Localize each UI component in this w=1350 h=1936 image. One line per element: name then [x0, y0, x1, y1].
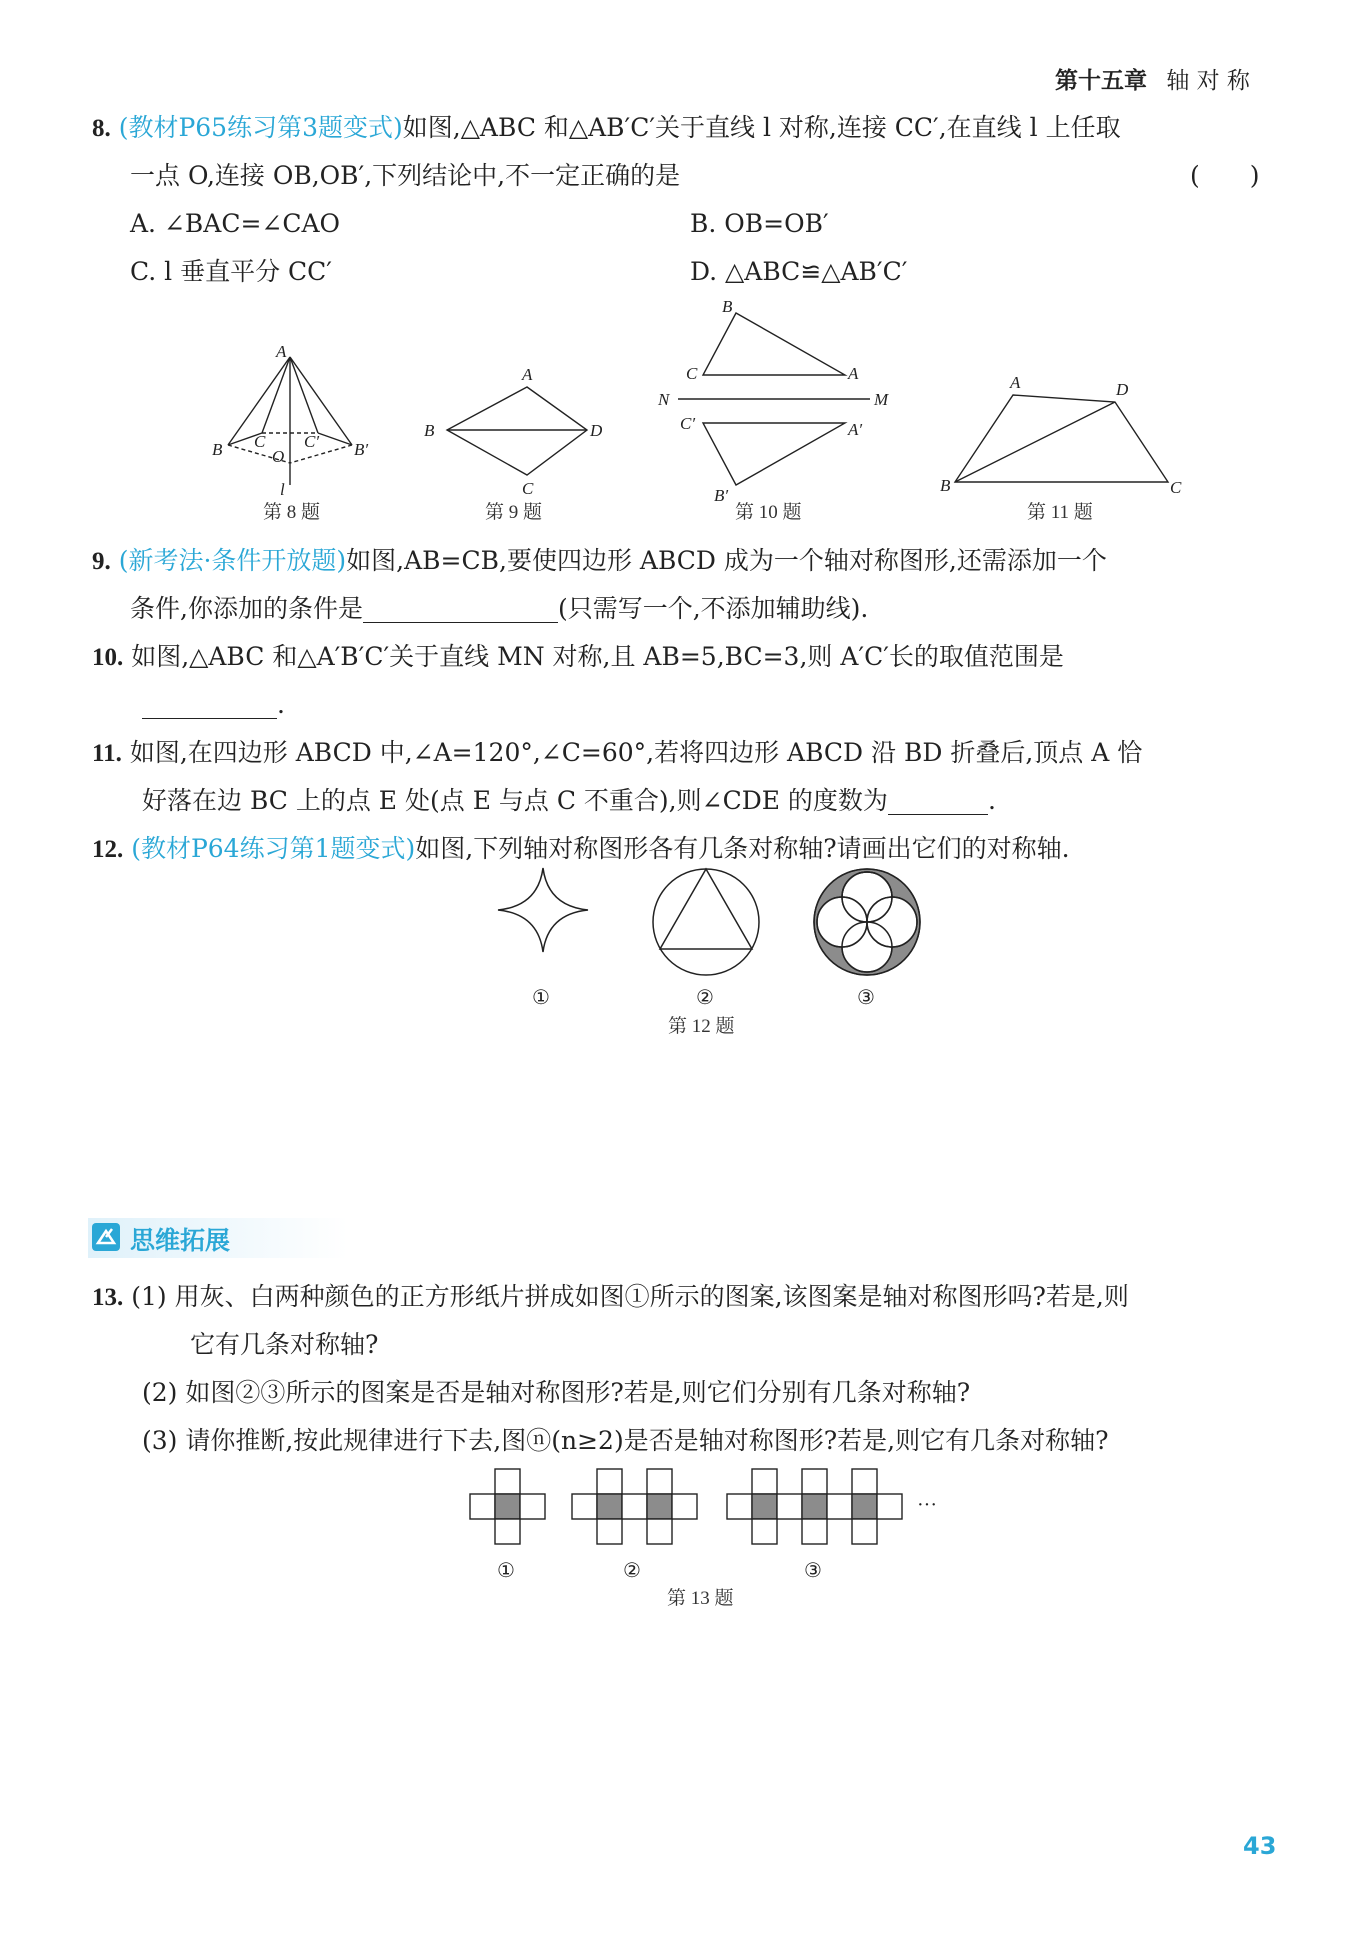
question-11-line2: [142, 777, 996, 825]
fig10-label-b-prime: B′: [714, 486, 729, 505]
question-text: .: [987, 786, 996, 815]
fig10-label-m: M: [874, 390, 889, 409]
figure-10: [678, 313, 870, 485]
question-13-line1: [92, 1273, 1129, 1322]
fig13-label-1: ①: [497, 1560, 515, 1582]
answer-blank[interactable]: [363, 592, 558, 623]
answer-paren: ( ): [1190, 161, 1260, 190]
question-text: (1) 用灰、白两种颜色的正方形纸片拼成如图①所示的图案,该图案是轴对称图形吗?若是,则: [131, 1282, 1129, 1311]
fig13-label-2: ②: [623, 1560, 641, 1582]
pattern-2: [572, 1469, 697, 1544]
question-number: 11.: [92, 740, 122, 767]
fig10-label-a-prime: A′: [848, 420, 863, 439]
option-d: D. △ABC≌△AB′C′: [690, 257, 908, 286]
fig10-label-c: C: [686, 364, 698, 383]
chapter-title: 轴 对 称: [1166, 68, 1250, 94]
question-number: 9.: [92, 548, 111, 575]
figure-11: [955, 395, 1168, 482]
section-icon: [92, 1223, 120, 1251]
question-text: 条件,你添加的条件是: [130, 594, 363, 623]
option-a: A. ∠BAC=∠CAO: [130, 209, 341, 238]
fig8-label-a: A: [276, 342, 287, 361]
circle-petals-figure: [814, 869, 920, 975]
fig13-caption: 第 13 题: [667, 1588, 734, 1609]
question-source: (教材P65练习第3题变式): [118, 113, 403, 142]
question-10-line1: [92, 633, 1064, 682]
question-number: 10.: [92, 644, 124, 671]
question-13-line2: 它有几条对称轴?: [190, 1330, 379, 1359]
question-9-line2: [130, 585, 868, 633]
figures-q12: [470, 862, 950, 1042]
fig8-label-b: B: [212, 440, 223, 459]
fig10-label-a: A: [848, 364, 859, 383]
answer-blank[interactable]: [142, 688, 277, 719]
fig9-label-c: C: [522, 479, 534, 498]
fig8-label-o: O: [272, 447, 285, 466]
fig10-caption: 第 10 题: [735, 502, 802, 523]
section-header: [88, 1218, 348, 1258]
figures-q13: [460, 1465, 980, 1610]
question-text: 如图,在四边形 ABCD 中,∠A=120°,∠C=60°,若将四边形 ABCD 沿 BD 折叠后,顶点 A 恰: [129, 738, 1143, 767]
option-c: C. l 垂直平分 CC′: [130, 257, 332, 286]
question-text: 如图,△ABC 和△A′B′C′关于直线 MN 对称,且 AB=5,BC=3,则 A′C′长的取值范围是: [131, 642, 1064, 671]
fig11-label-a: A: [1010, 373, 1021, 392]
figure-9: [447, 387, 587, 475]
ellipsis: ···: [917, 1494, 937, 1516]
fig9-caption: 第 9 题: [485, 502, 543, 523]
question-9-line1: [92, 537, 1107, 586]
fig10-label-c-prime: C′: [680, 414, 696, 433]
answer-blank[interactable]: [888, 784, 988, 815]
section-title: 思维拓展: [130, 1226, 231, 1255]
pattern-3: [727, 1469, 902, 1544]
question-text: 如图,AB=CB,要使四边形 ABCD 成为一个轴对称图形,还需添加一个: [346, 546, 1107, 575]
option-b: B. OB=OB′: [690, 209, 829, 238]
fig9-label-a: A: [522, 365, 533, 384]
question-10-line2: [142, 681, 285, 729]
question-11-line1: [92, 729, 1142, 778]
figures-row-8-11: [0, 295, 1350, 535]
fig12-caption: 第 12 题: [668, 1016, 735, 1037]
fig9-label-b: B: [424, 421, 435, 440]
circle-triangle-figure: [653, 869, 759, 975]
question-13-part3: (3) 请你推断,按此规律进行下去,图ⓝ(n≥2)是否是轴对称图形?若是,则它有几条对称轴?: [142, 1426, 1109, 1455]
fig11-label-c: C: [1170, 478, 1182, 497]
chapter-header: [1055, 62, 1250, 95]
question-8-line2: 一点 O,连接 OB,OB′,下列结论中,不一定正确的是: [130, 161, 681, 190]
question-text: 好落在边 BC 上的点 E 处(点 E 与点 C 不重合),则∠CDE 的度数为: [142, 786, 888, 815]
fig10-label-b: B: [722, 297, 733, 316]
fig8-label-b-prime: B′: [354, 440, 369, 459]
fig12-label-3: ③: [857, 987, 875, 1009]
question-13-part2: (2) 如图②③所示的图案是否是轴对称图形?若是,则它们分别有几条对称轴?: [142, 1378, 971, 1407]
question-text: (只需写一个,不添加辅助线).: [557, 594, 869, 623]
four-point-star-figure: [498, 868, 588, 952]
question-source: (教材P64练习第1题变式): [131, 834, 416, 863]
fig11-caption: 第 11 题: [1027, 502, 1093, 523]
fig9-label-d: D: [590, 421, 603, 440]
fig13-label-3: ③: [804, 1560, 822, 1582]
fig8-label-c: C: [254, 432, 266, 451]
figure-8: [228, 357, 352, 485]
question-8-line1: [92, 104, 1121, 153]
question-number: 8.: [92, 115, 111, 142]
fig12-label-1: ①: [532, 987, 550, 1009]
question-source: (新考法·条件开放题): [118, 546, 347, 575]
chapter-number: 第十五章: [1055, 68, 1147, 94]
pattern-1: [470, 1469, 545, 1544]
fig8-label-c-prime: C′: [304, 432, 320, 451]
fig8-caption: 第 8 题: [263, 502, 321, 523]
fig11-label-d: D: [1116, 380, 1129, 399]
fig10-label-n: N: [658, 390, 670, 409]
page-number: 43: [1243, 1832, 1277, 1860]
fig11-label-b: B: [940, 476, 951, 495]
question-text: 如图,△ABC 和△AB′C′关于直线 l 对称,连接 CC′,在直线 l 上任取: [402, 113, 1121, 142]
question-text: 如图,下列轴对称图形各有几条对称轴?请画出它们的对称轴.: [415, 834, 1070, 863]
question-number: 12.: [92, 836, 124, 863]
question-text: .: [277, 690, 285, 719]
fig12-label-2: ②: [696, 987, 714, 1009]
fig8-label-l: l: [280, 480, 285, 499]
question-number: 13.: [92, 1284, 124, 1311]
